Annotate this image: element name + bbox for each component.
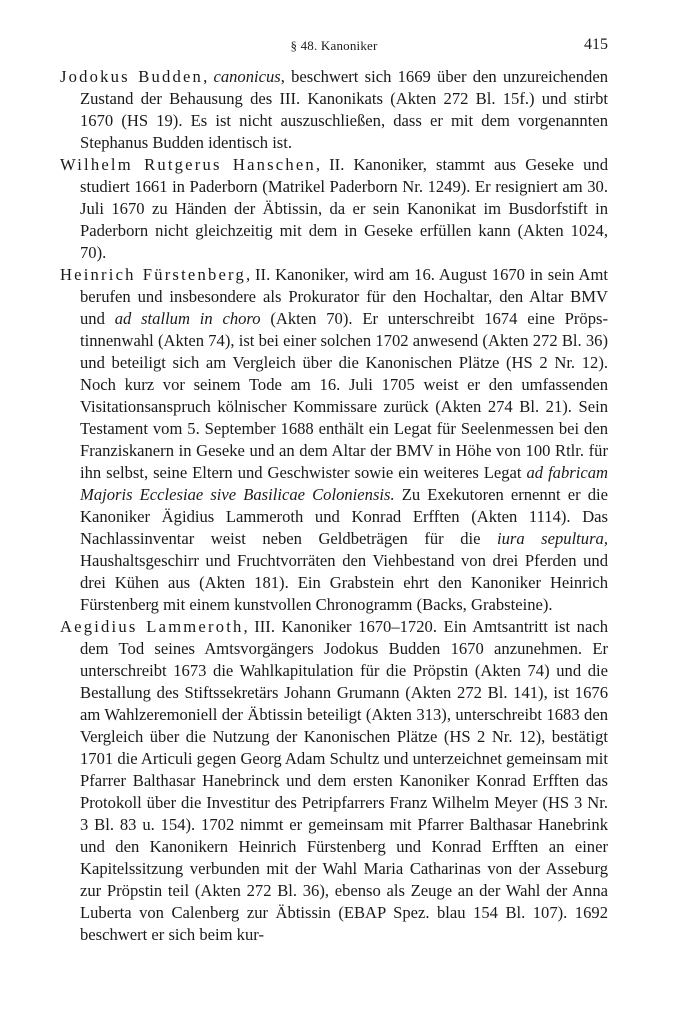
text-run: ,: [203, 67, 214, 86]
italic-phrase: ad fabricam Majoris Ecclesiae sive Basilicae Coloniensis.: [80, 463, 608, 504]
text-run: Zu Exekutoren ernennt er die Kanoniker Ägidius Lammeroth und Konrad Erfften (Akten 1114). Das Nachlassinventar weist neben Geldbeträgen für die: [80, 485, 608, 548]
text-run: (Akten 70). Er unterschreibt 1674 eine Pröpstinnenwahl (Akten 74), ist bei einer solchen 1702 anwesend (Akten 272 Bl. 36) und beteiligt sich am Vergleich über die Kanonischen Plätze (HS 2 Nr. 12). Noch kurz vor seinem Tode am 16. Juli 1705 weist er den umfassenden Visitationsanspruch kölnischer Kommissare zurück (Akten 274 Bl. 21). Sein Testament vom 5. September 1688 enthält ein Legat für Seelenmessen bei den Franziskanern in Geseke und an dem Altar der BMV in Höhe von 100 Rtlr. für ihn selbst, seine Eltern und Geschwister sowie ein weiteres Legat: [80, 309, 608, 482]
page-number: 415: [584, 36, 608, 53]
text-run: Haushaltsgeschirr und Fruchtvorräten den Viehbestand von drei Pferden und drei Kühen aus (Akten 181). Ein Grabstein ehrt den Kanoniker Heinrich Fürstenberg mit einem kunstvollen Chronogramm (Backs, Grabsteine).: [80, 551, 608, 614]
entry-name: Aegidius Lammeroth: [60, 617, 244, 636]
text-run: , beschwert sich 1669 über den unzureichenden Zustand der Behausung des III. Kanonikats (Akten 272 Bl. 15f.) und stirbt 1670 (HS 19). Es ist nicht auszuschließen, dass er mit dem vorgenannten Stephanus Budden identisch ist.: [80, 67, 608, 152]
entry: [60, 154, 608, 264]
text-run: , II. Kanoniker, wird am 16. August 1670 in sein Amt berufen und insbesondere als Prokurator für den Hochaltar, den Altar BMV und: [80, 265, 608, 328]
entry-text: [80, 265, 608, 614]
text-run: , III. Kanoniker 1670–1720. Ein Amtsantritt ist nach dem Tod seines Amtsvorgängers Jodokus Budden 1670 anzunehmen. Er unterschreibt 1673 die Wahlkapitulation für die Pröpstin (Akten 74) und die Bestallung des Stiftssekretärs Johann Grumann (Akten 272 Bl. 141), ist 1676 am Wahlzeremoniell der Äbtissin beteiligt (Akten 313), unterschreibt 1683 den Vergleich über die Nutzung der Kanonischen Plätze (HS 2 Nr. 12), bestätigt 1701 die Articuli gegen Georg Adam Schultz und unterzeichnet gemeinsam mit Pfarrer Balthasar Hanebrinck und dem ersten Kanoniker Konrad Erfften das Protokoll über die Investitur des Petripfarrers Franz Wilhelm Meyer (HS 3 Nr. 3 Bl. 83 u. 154). 1702 nimmt er gemeinsam mit Pfarrer Balthasar Hanebrink und den Kanonikern Heinrich Fürstenberg und Konrad Erfften an einer Kapitelssitzung verbunden mit der Wahl Maria Catharinas von der Asseburg zur Pröpstin teil (Akten 272 Bl. 36), ebenso als Zeuge an der Wahl der Anna Luberta von Calenberg zur Äbtissin (EBAP Spez. blau 154 Bl. 107). 1692 beschwert er sich beim kur-: [80, 617, 608, 944]
entry: [60, 66, 608, 154]
italic-phrase: ad stallum in choro: [114, 309, 261, 328]
entry-text: [80, 617, 608, 944]
body-text: [60, 66, 608, 946]
italic-phrase: iura sepultura,: [496, 529, 608, 548]
italic-phrase: canonicus: [213, 67, 281, 86]
entry-name: Jodokus Budden: [60, 67, 204, 86]
section-title: § 48. Kanoniker: [290, 38, 378, 53]
running-head: [60, 36, 608, 56]
entry-name: Heinrich Fürstenberg: [60, 265, 246, 284]
entry-name: Wilhelm Rutgerus Hanschen: [60, 155, 316, 174]
text-run: , II. Kanoniker, stammt aus Geseke und studiert 1661 in Paderborn (Matrikel Paderborn Nr. 1249). Er resigniert am 30. Juli 1670 zu Händen der Äbtissin, da er sein Kanonikat im Busdorfstift in Paderborn nicht gleichzeitig mit dem in Geseke erfüllen kann (Akten 1024, 70).: [80, 155, 608, 262]
entry: [60, 264, 608, 616]
entry: [60, 616, 608, 946]
